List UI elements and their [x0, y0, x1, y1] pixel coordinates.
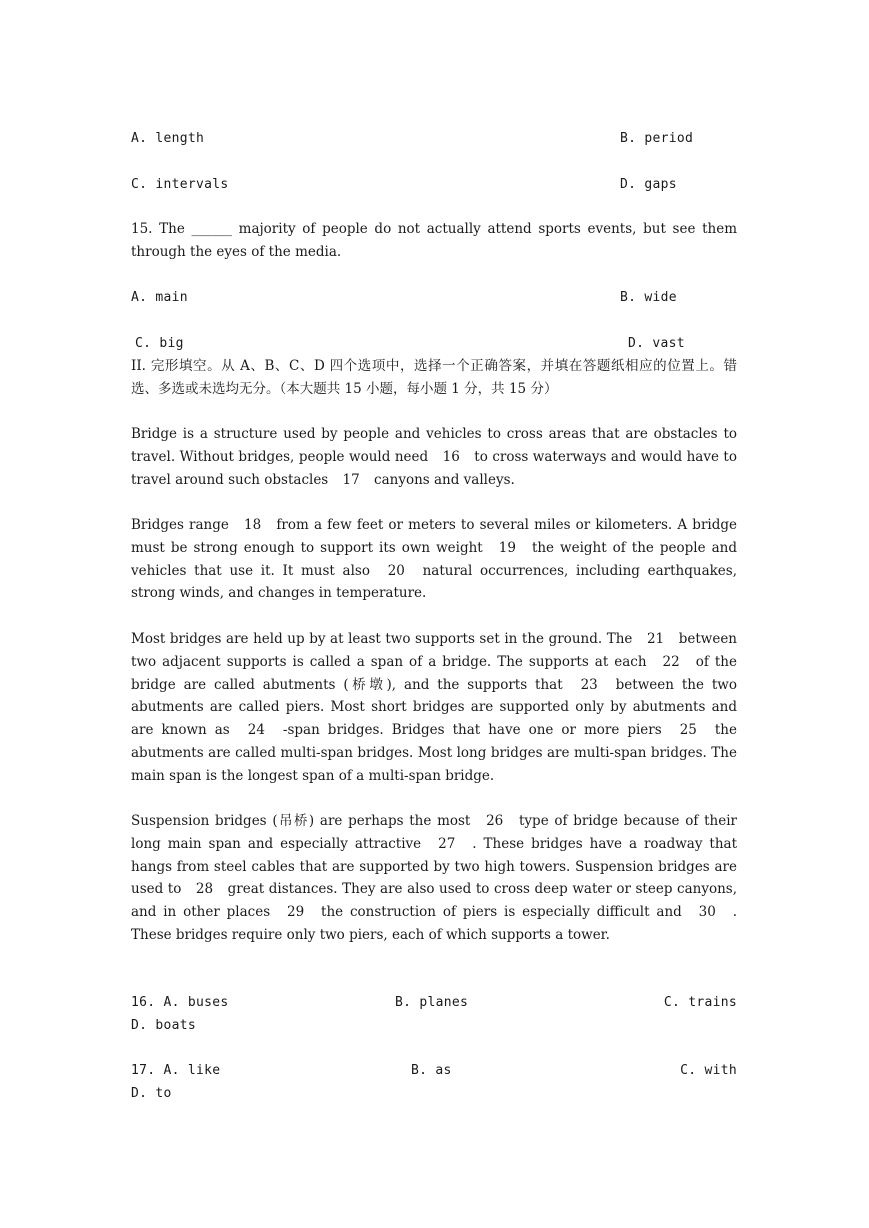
q14-option-row-2: [131, 173, 737, 196]
q17-option-a: 17. A. like: [131, 1063, 221, 1078]
q16-option-c: C. trains: [663, 995, 737, 1010]
q15-option-row-1: [131, 286, 737, 309]
blank-number: 22: [662, 653, 680, 670]
blank-number: 25: [679, 722, 697, 739]
blank-number: 28: [195, 881, 214, 898]
q14-option-row-1: [131, 127, 737, 150]
q16-option-d: D. boats: [131, 1017, 197, 1033]
q16-options: [131, 992, 737, 1038]
q14-option-d: D. gaps: [620, 177, 677, 192]
blank-number: 19: [498, 539, 516, 556]
q17-option-d: D. to: [131, 1085, 172, 1101]
q14-option-b: B. period: [620, 131, 694, 146]
q15-option-b: B. wide: [620, 290, 677, 305]
blank-number: 20: [387, 562, 405, 579]
q17-option-c: C. with: [680, 1063, 737, 1078]
passage-paragraph-1: Bridge is a structure used by people and vehicles to cross areas that are obstacles to travel. Without bridges, people would need 16 to cross waterways and would have to travel around such obstacles 17 canyons and valleys.: [131, 423, 737, 491]
blank-number: 27: [438, 835, 456, 852]
q14-option-a: A. length: [131, 131, 205, 146]
q15-option-d: D. vast: [628, 336, 685, 351]
q15-stem: 15. The ______ majority of people do not actually attend sports events, but see them through the eyes of the media.: [131, 221, 737, 260]
passage-paragraph-4: Suspension bridges (吊桥) are perhaps the most 26 type of bridge because of their long main span and especially attractive 27 . These bridges have a roadway that hangs from steel cables that are supported by two high towers. Suspension bridges are used to 28 great distances. They are also used to cross deep water or steep canyons, and in other places 29 the construction of piers is especially difficult and 30 . These bridges require only two piers, each of which supports a tower.: [131, 810, 737, 947]
passage-paragraph-2: Bridges range 18 from a few feet or meters to several miles or kilometers. A bridge must be strong enough to support its own weight 19 the weight of the people and vehicles that use it. It must also 20 natural occurrences, including earthquakes, strong winds, and changes in temperature.: [131, 514, 737, 605]
q17-options: [131, 1060, 737, 1106]
q15-option-row-2: [131, 332, 737, 355]
q15-option-c: C. big: [135, 336, 184, 351]
q15-blank: ______: [191, 221, 232, 237]
passage-paragraph-3: Most bridges are held up by at least two supports set in the ground. The 21 between two adjacent supports is called a span of a bridge. The supports at each 22 of the bridge are called abutments (桥墩), and the supports that 23 between the two abutments are called piers. Most short bridges are supported only by abutments and are known as 24 -span bridges. Bridges that have one or more piers 25 the abutments are called multi-span bridges. Most long bridges are multi-span bridges. The main span is the longest span of a multi-span bridge.: [131, 628, 737, 788]
blank-number: 26: [486, 813, 504, 829]
blank-number: 17: [342, 471, 360, 488]
blank-number: 29: [286, 904, 305, 921]
section-2-instructions: II. 完形填空。从 A、B、C、D 四个选项中，选择一个正确答案，并填在答题纸相应的位置上。错选、多选或未选均无分。（本大题共 15 小题，每小题 1 分，共 15 分）: [131, 358, 737, 397]
q16-option-b: B. planes: [395, 995, 469, 1010]
blank-number: 23: [580, 676, 598, 693]
q16-option-a: 16. A. buses: [131, 995, 229, 1010]
blank-number: 18: [244, 517, 262, 533]
q15-option-a: A. main: [131, 290, 188, 305]
blank-number: 30: [698, 904, 716, 921]
blank-number: 21: [646, 631, 665, 647]
blank-number: 16: [442, 448, 460, 465]
q14-option-c: C. intervals: [131, 177, 229, 192]
q17-option-b: B. as: [411, 1063, 452, 1078]
blank-number: 24: [247, 722, 265, 739]
